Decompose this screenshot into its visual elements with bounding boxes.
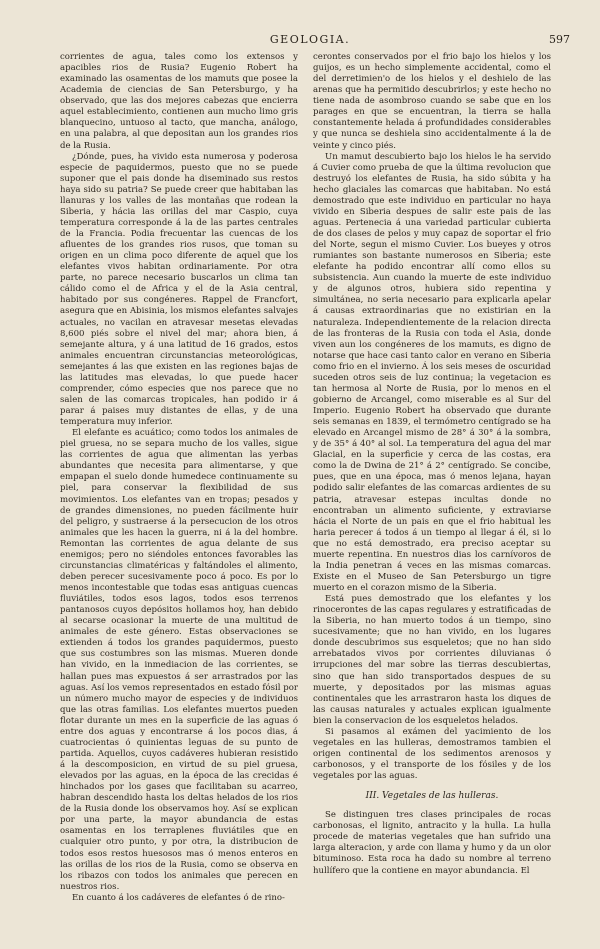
paragraph: El elefante es acuático; como todos los animales de piel gruesa, no se separa mucho de los valles, sigue las corrientes de agua que alimentan las yerbas abundantes que necesita para alimentarse, y que empapan el suelo donde humedece continuamente su piel, para conservar la flexibilidad de sus movimientos. Los elefantes van en tropas; pesados y de grandes dimensiones, no pueden fácilmente huir del peligro, y sustraerse á la persecucion de los otros animales que les hacen la guerra, ni á la del hombre. Remontan las corrientes de agua delante de sus enemigos; pero no siéndoles entonces favorables las circunstancias climatéricas y faltándoles el alimento, deben perecer sucesivamente poco á poco. Es por lo menos incontestable que todas esas antiguas cuencas fluviátiles, todos esos lagos, todos esos terrenos pantanosos cuyos depósitos hollamos hoy, han debido al secarse ocasionar la muerte de una multitud de animales de este género. Estas observaciones se extienden á todos los grandes paquidermos, puesto que sus costumbres son las mismas. Mueren donde han vivido, en la inmediacion de las corrientes, se hallan pues mas expuestos á ser arrastrados por las aguas. Así los vemos representados en estado fósil por un número mucho mayor de especies y de individuos que las otras familias. Los elefantes muertos pueden flotar durante un mes en la superficie de las aguas ó entre dos aguas y encontrarse á los pocos dias, á cuatrocientas ó quinientas leguas de su punto de partida. Aquellos, cuyos cadáveres hubieran resistido á la descomposicion, en virtud de su piel gruesa, elevados por las aguas, en la época de las crecidas é hinchados por los gases que facilitaban su acarreo, habran descendido hasta los deltas helados de los rios de la Rusia donde los observamos hoy. Así se explican por una parte, la mayor abundancia de estas osamentas en los terraplenes fluviátiles que en cualquier otro punto, y por otra, la distribucion de todos esos restos huesosos mas ó menos enteros en las orillas de los rios de la Rusia, como se observa en los ribazos con todos los animales que perecen en nuestros rios. — [60, 428, 298, 892]
paragraph: Si pasamos al exámen del yacimiento de los vegetales en las hulleras, demostramos tambien el origen continental de los sedimentos arenosos y carbonosos, y el transporte de los fósiles y de los vegetales por las aguas. — [313, 726, 551, 782]
right-column — [313, 52, 551, 877]
paragraph: cerontes conservados por el frio bajo los hielos y los guijos, es un hecho simplemente accidental, como el del derretimien'o de los hielos y el deshielo de las arenas que ha permitido descubrirlos; y este hecho no tiene nada de asombroso cuando se sabe que en los parages en que se encuentran, la tierra se halla constantemente helada á profundidades considerables y que nunca se deshiela sino accidentalmente á la de veinte y cinco piés. — [313, 52, 551, 151]
running-head: GEOLOGIA. — [269, 33, 351, 46]
paragraph: Está pues demostrado que los elefantes y los rinocerontes de las capas regulares y estratificadas de la Siberia, no han muerto todos á un tiempo, sino sucesivamente; que no han vivido, en los lugares donde descubrimos sus esqueletos; que no han sido arrebatados vivos por corrientes diluvianas ó irrupciones del mar sobre las tierras descubiertas, sino que han sido transportados despues de su muerte, y depositados por las mismas aguas continentales que les arrastraron hasta los diques de las causas naturales y actuales explican igualmente bien la conservacion de los esqueletos helados. — [313, 594, 551, 726]
page-number: 597 — [549, 33, 570, 46]
paragraph: ¿Dónde, pues, ha vivido esta numerosa y poderosa especie de paquidermos, puesto que no se puede suponer que el pais donde ha diseminado sus restos haya sido su patria? Se puede creer que habitaban las llanuras y los valles de las montañas que rodean la Siberia, y hácia las orillas del mar Caspio, cuya temperatura corresponde á la de las partes centrales de la Francia. Podia frecuentar las cuencas de los afluentes de los grandes rios rusos, que toman su origen en un clima poco diferente de aquel que los elefantes vivos habitan ordinariamente. Por otra parte, no parece necesario buscarlos un clima tan cálido como el de Africa y el de la Asia central, habitado por sus congéneres. Rappel de Francfort, asegura que en Abisinia, los mismos elefantes salvajes actuales, no vacilan en atravesar mesetas elevadas 8,600 piés sobre el nivel del mar; ahora bien, á semejante altura, y á una latitud de 16 grados, estos animales encuentran circunstancias meteorológicas, semejantes á las que existen en las regiones bajas de las latitudes mas elevadas, lo que puede hacer comprender, cómo especies que nos parece que no salen de las comarcas tropicales, han podido ir á parar á paises muy distantes de ellas, y de una temperatura muy inferior. — [60, 151, 298, 428]
paragraph: Un mamut descubierto bajo los hielos le ha servido á Cuvier como prueba de que la última revolucion que destruyó los elefantes de Rusia, ha sido súbita y ha hecho glaciales las comarcas que habitaban. No está demostrado que este individuo en particular no haya vivido en Siberia despues de salir este pais de las aguas. Pertenecia á una variedad particular cubierta de dos clases de pelos y muy capaz de soportar el frio del Norte, segun el mismo Cuvier. Los bueyes y otros rumiantes son bastante numerosos en Siberia; este elefante ha podido encontrar allí como ellos su subsistencia. Aun cuando la muerte de este individuo y de algunos otros, hubiera sido repentina y simultánea, no seria necesario para explicarla apelar á causas extraordinarias que no existirian en la naturaleza. Independientemente de la relacion directa de las fronteras de la Rusia con toda el Asia, donde viven aun los congéneres de los mamuts, es digno de notarse que hace casi tanto calor en verano en Siberia como frio en el invierno. Á los seis meses de oscuridad suceden otros seis de luz continua; la vegetacion es tan hermosa al Norte de Rusia, por lo menos en el gobierno de Arcangel, como miserable es al Sur del Imperio. Eugenio Robert ha observado que durante seis semanas en 1839, el termómetro centígrado se ha elevado en Arcangel mismo de 28° á 30° á la sombra, y de 35° á 40° al sol. La temperatura del agua del mar Glacial, en la superficie y cerca de las costas, era como la de Dwina de 21° á 2° centígrado. Se concibe, pues, que en una época, mas ó menos lejana, hayan podido salir elefantes de las comarcas ardientes de su patria, atravesar estepas incultas donde no encontraban un alimento suficiente, y extraviarse hácia el Norte de un pais en que el frio habitual les haria perecer á todos á un tiempo al llegar á él, si lo que no está demostrado, era preciso aceptar su muerte repentina. En nuestros dias los carnívoros de la India penetran á veces en las mismas comarcas. Existe en el Museo de San Petersburgo un tigre muerto en el corazon mismo de la Siberia. — [313, 151, 551, 593]
left-column — [60, 52, 298, 904]
paragraph: En cuanto á los cadáveres de elefantes ó de rino- — [72, 892, 285, 903]
section-heading: III. Vegetales de las hulleras. — [365, 791, 499, 802]
paragraph: Se distinguen tres clases principales de rocas carbonosas, el lignito, antracito y la hulla. La hulla procede de materias vegetales que han sufrido una larga alteracion, y arde con llama y humo y da un olor bituminoso. Esta roca ha dado su nombre al terreno hullífero que la contiene en mayor abundancia. El — [313, 810, 551, 876]
page-header — [50, 33, 570, 49]
paragraph: corrientes de agua, tales como los extensos y apacibles rios de Rusia? Eugenio Robert ha examinado las osamentas de los mamuts que posee la Academia de ciencias de San Petersburgo, y ha observado, que las dos mejores cabezas que encierra aquel establecimiento, contienen aun mucho limo gris blanquecino, untuoso al tacto, que mancha, análogo, en una palabra, al que depositan aun los grandes rios de la Rusia. — [60, 52, 298, 151]
